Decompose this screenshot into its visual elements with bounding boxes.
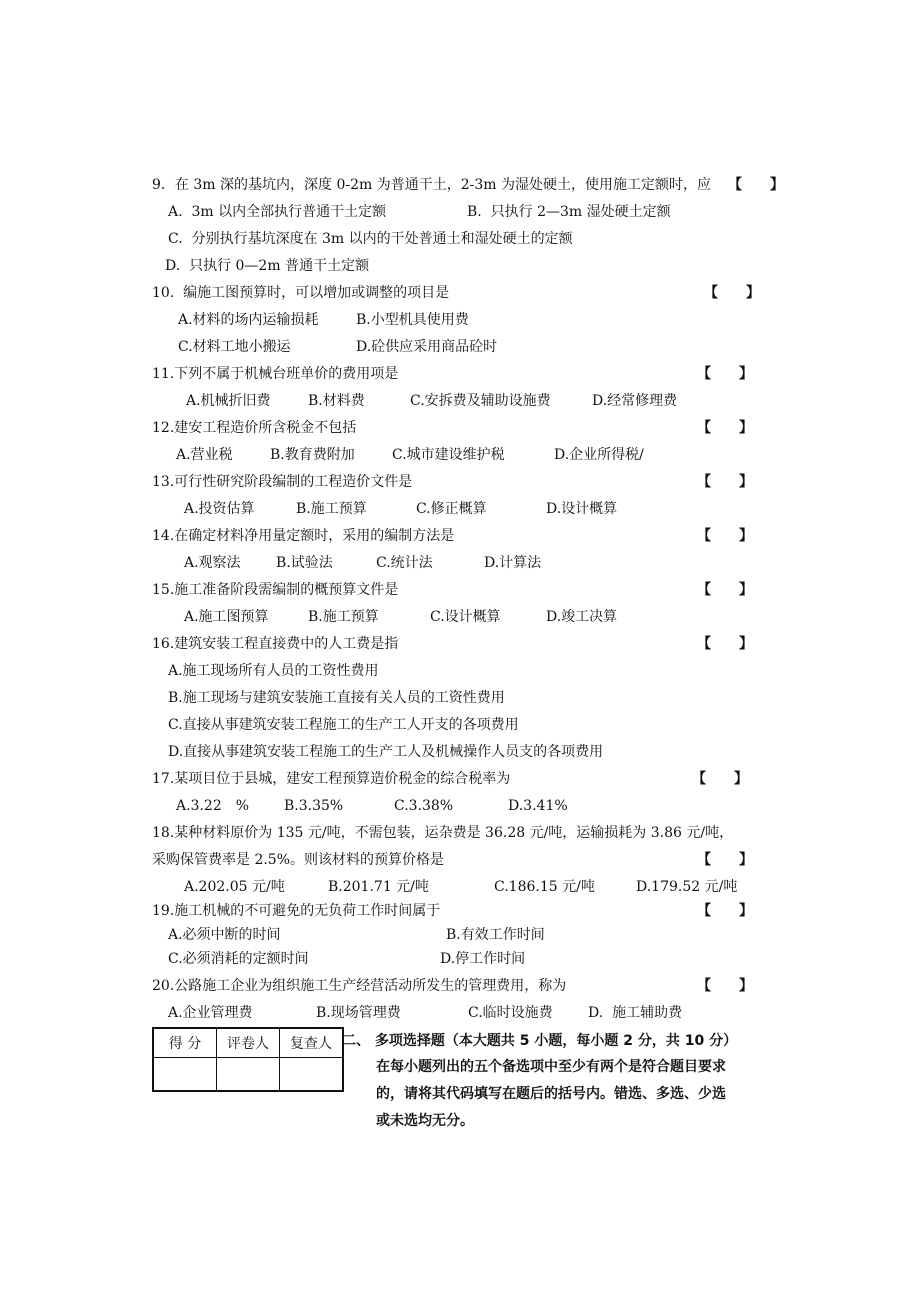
q15-option-d: D.竣工决算 (546, 609, 618, 625)
q18-answer-bracket[interactable]: 【 】 (697, 852, 753, 868)
q18-stem-line2: 采购保管费率是 2.5%。则该材料的预算价格是 (152, 852, 445, 868)
section2-instruction-line1: 在每小题列出的五个备选项中至少有两个是符合题目要求 (376, 1059, 726, 1075)
q19-option-b: B.有效工作时间 (446, 927, 545, 943)
q14-option-b: B.试验法 (276, 555, 333, 571)
q11-answer-bracket[interactable]: 【 】 (697, 366, 753, 382)
q9-answer-bracket[interactable]: 【 】 (728, 177, 784, 193)
grader-cell[interactable] (217, 1058, 280, 1092)
q15-stem: 15.施工准备阶段需编制的概预算文件是 (152, 582, 399, 598)
reviewer-cell[interactable] (280, 1058, 344, 1092)
q18-option-c: C.186.15 元/吨 (494, 879, 595, 895)
score-header: 得 分 (153, 1028, 217, 1058)
q9-option-c: C. 分别执行基坑深度在 3m 以内的干处普通土和湿处硬土的定额 (168, 231, 573, 247)
q19-answer-bracket[interactable]: 【 】 (697, 903, 753, 919)
q16-option-a: A.施工现场所有人员的工资性费用 (168, 663, 379, 679)
score-table-input-row (153, 1058, 343, 1092)
q15-option-c: C.设计概算 (430, 609, 501, 625)
q14-option-a: A.观察法 (184, 555, 241, 571)
q12-option-a: A.营业税 (176, 447, 233, 463)
q17-stem: 17.某项目位于县城，建安工程预算造价税金的综合税率为 (152, 771, 511, 787)
score-cell[interactable] (153, 1058, 217, 1092)
grader-header: 评卷人 (217, 1028, 280, 1058)
q13-stem: 13.可行性研究阶段编制的工程造价文件是 (152, 474, 413, 490)
q17-option-a: A.3.22 % (176, 798, 250, 814)
section2-instruction-line2: 的，请将其代码填写在题后的括号内。错选、多选、少选 (376, 1086, 726, 1102)
score-table (152, 1027, 344, 1092)
q10-option-a: A.材料的场内运输损耗 (178, 312, 319, 328)
q9-option-b: B. 只执行 2—3m 湿处硬土定额 (467, 204, 671, 220)
section2-instruction-line3: 或未选均无分。 (376, 1113, 474, 1129)
q12-stem: 12.建安工程造价所含税金不包括 (152, 420, 357, 436)
q19-option-d: D.停工作时间 (440, 951, 526, 967)
q14-answer-bracket[interactable]: 【 】 (697, 528, 753, 544)
q14-option-d: D.计算法 (484, 555, 542, 571)
q11-option-a: A.机械折旧费 (186, 393, 271, 409)
q10-option-d: D.砼供应采用商品砼时 (356, 339, 498, 355)
q19-option-c: C.必须消耗的定额时间 (168, 951, 309, 967)
q20-stem: 20.公路施工企业为组织施工生产经营活动所发生的管理费用，称为 (152, 978, 567, 994)
q16-option-b: B.施工现场与建筑安装施工直接有关人员的工资性费用 (168, 690, 505, 706)
q17-answer-bracket[interactable]: 【 】 (692, 771, 748, 787)
q13-option-c: C.修正概算 (416, 501, 487, 517)
q15-answer-bracket[interactable]: 【 】 (697, 582, 753, 598)
q13-option-d: D.设计概算 (546, 501, 618, 517)
score-table-header-row (153, 1028, 343, 1058)
q9-option-d: D. 只执行 0—2m 普通干土定额 (165, 258, 370, 274)
q18-stem-line1: 18.某种材料原价为 135 元/吨，不需包装，运杂费是 36.28 元/吨，运输损耗为 3.86 元/吨， (152, 825, 734, 841)
q10-stem: 10. 编施工图预算时，可以增加或调整的项目是 (152, 285, 450, 301)
q11-option-b: B.材料费 (308, 393, 365, 409)
q9-option-a: A. 3m 以内全部执行普通干土定额 (168, 204, 387, 220)
q16-option-d: D.直接从事建筑安装工程施工的生产工人及机械操作人员支的各项费用 (168, 744, 604, 760)
q20-option-c: C.临时设施费 (468, 1005, 553, 1021)
q19-stem: 19.施工机械的不可避免的无负荷工作时间属于 (152, 903, 441, 919)
q18-option-b: B.201.71 元/吨 (328, 879, 429, 895)
q12-option-c: C.城市建设维护税 (392, 447, 505, 463)
q15-option-b: B.施工预算 (308, 609, 379, 625)
q16-option-c: C.直接从事建筑安装工程施工的生产工人开支的各项费用 (168, 717, 519, 733)
q17-option-c: C.3.38% (394, 798, 454, 814)
q15-option-a: A.施工图预算 (184, 609, 269, 625)
section2-title: 二、 多项选择题（本大题共 5 小题，每小题 2 分，共 10 分） (342, 1033, 738, 1049)
q12-option-b: B.教育费附加 (270, 447, 355, 463)
q12-answer-bracket[interactable]: 【 】 (697, 420, 753, 436)
q20-option-b: B.现场管理费 (316, 1005, 401, 1021)
q18-option-d: D.179.52 元/吨 (636, 879, 738, 895)
q16-answer-bracket[interactable]: 【 】 (697, 636, 753, 652)
q12-option-d: D.企业所得税/ (554, 447, 644, 463)
q11-option-d: D.经常修理费 (592, 393, 678, 409)
q14-option-c: C.统计法 (376, 555, 433, 571)
q16-stem: 16.建筑安装工程直接费中的人工费是指 (152, 636, 399, 652)
q18-option-a: A.202.05 元/吨 (184, 879, 285, 895)
q20-option-d: D. 施工辅助费 (588, 1005, 683, 1021)
q10-option-b: B.小型机具使用费 (356, 312, 469, 328)
q11-option-c: C.安拆费及辅助设施费 (410, 393, 551, 409)
q13-option-b: B.施工预算 (296, 501, 367, 517)
q9-stem: 9．在 3m 深的基坑内，深度 0-2m 为普通干土，2-3m 为湿处硬土，使用施工定额时，应 (152, 177, 711, 193)
q20-option-a: A.企业管理费 (168, 1005, 253, 1021)
q14-stem: 14.在确定材料净用量定额时，采用的编制方法是 (152, 528, 455, 544)
q10-option-c: C.材料工地小搬运 (178, 339, 291, 355)
q19-option-a: A.必须中断的时间 (168, 927, 281, 943)
q17-option-b: B.3.35% (284, 798, 344, 814)
q20-answer-bracket[interactable]: 【 】 (697, 978, 753, 994)
reviewer-header: 复查人 (280, 1028, 344, 1058)
q10-answer-bracket[interactable]: 【 】 (704, 285, 760, 301)
q11-stem: 11.下列不属于机械台班单价的费用项是 (152, 366, 399, 382)
q13-answer-bracket[interactable]: 【 】 (697, 474, 753, 490)
q13-option-a: A.投资估算 (184, 501, 255, 517)
q17-option-d: D.3.41% (508, 798, 568, 814)
